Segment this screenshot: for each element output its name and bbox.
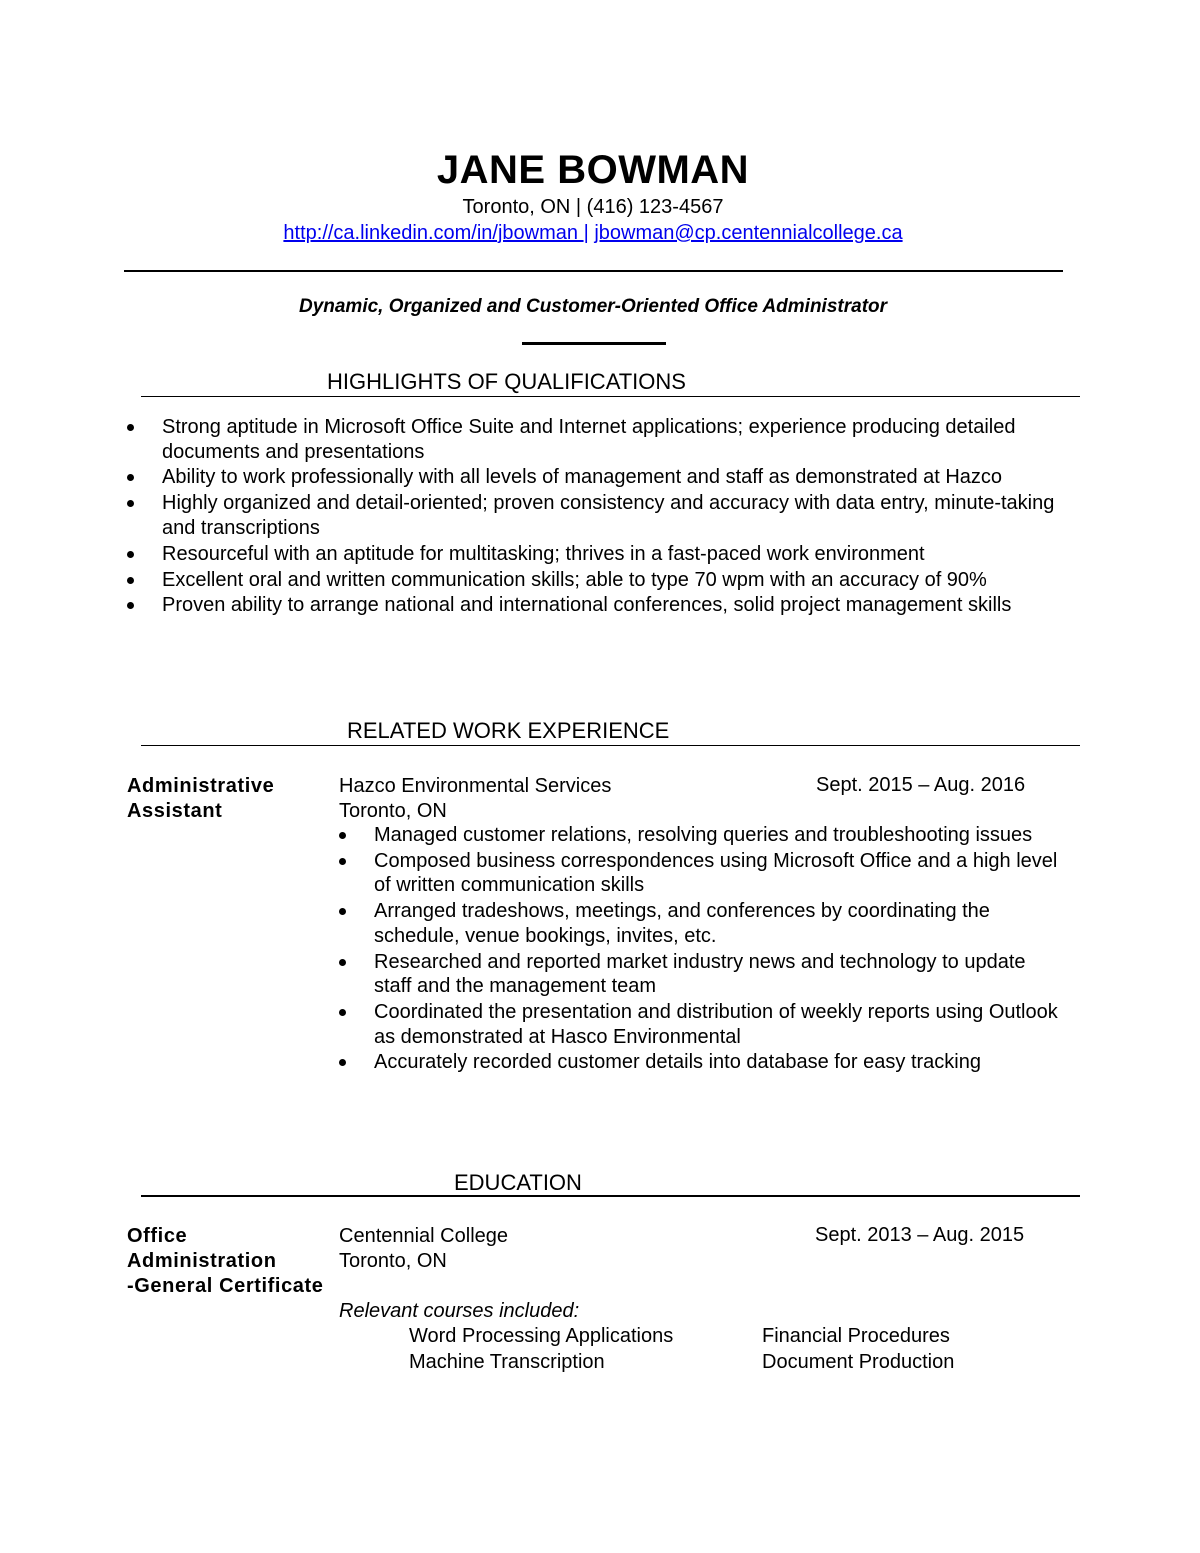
list-item: Researched and reported market industry news and technology to update staff and the management team [374,950,1064,999]
bullet-icon [339,908,346,915]
contact-info: Toronto, ON | (416) 123-4567 [462,196,724,218]
list-item: Highly organized and detail-oriented; proven consistency and accuracy with data entry, minute-taking and transcriptions [162,491,1077,540]
contact-links [0,222,1186,245]
education-dates: Sept. 2013 – Aug. 2015 [815,1224,1025,1246]
bullet-icon [339,1009,346,1016]
job-dates: Sept. 2015 – Aug. 2016 [816,774,1026,796]
employer [339,774,611,823]
professional-tagline: Dynamic, Organized and Customer-Oriented Office Administrator [298,296,888,317]
bullet-icon [127,602,134,609]
list-item: Coordinated the presentation and distribution of weekly reports using Outlook as demonstrated at Hasco Environmental [374,1000,1064,1049]
bullet-icon [127,577,134,584]
course-item: Machine Transcription [409,1351,605,1373]
experience-list [374,823,1064,1076]
job-title: Administrative Assistant [127,775,275,822]
bullet-icon [127,551,134,558]
program-name: Office Administration -General Certificate [127,1225,324,1297]
bullet-icon [339,1059,346,1066]
section-title-experience: RELATED WORK EXPERIENCE [347,718,670,743]
bullet-icon [339,832,346,839]
highlights-list [162,415,1077,619]
linkedin-link[interactable]: http://ca.linkedin.com/in/jbowman [283,222,584,244]
bullet-icon [339,959,346,966]
list-item: Managed customer relations, resolving queries and troubleshooting issues [374,823,1064,848]
school-location: Toronto, ON [339,1249,447,1272]
school-name: Centennial College [339,1225,509,1247]
link-separator: | [583,222,589,244]
section-divider-highlights [141,396,1080,397]
bullet-icon [339,858,346,865]
section-divider-education [141,1195,1080,1197]
list-item: Ability to work professionally with all levels of management and staff as demonstrated at Hazco [162,465,1077,490]
bullet-icon [127,500,134,507]
course-item: Word Processing Applications [409,1325,674,1347]
course-item: Document Production [762,1351,955,1373]
tagline-divider [522,342,666,345]
list-item: Strong aptitude in Microsoft Office Suite and Internet applications; experience producing detailed documents and presentations [162,415,1077,464]
employer-name: Hazco Environmental Services [339,775,612,797]
list-item: Resourceful with an aptitude for multitasking; thrives in a fast-paced work environment [162,542,1077,567]
list-item: Arranged tradeshows, meetings, and conferences by coordinating the schedule, venue bookings, invites, etc. [374,899,1064,948]
list-item: Excellent oral and written communication skills; able to type 70 wpm with an accuracy of 90% [162,568,1077,593]
section-title-highlights: HIGHLIGHTS OF QUALIFICATIONS [327,369,686,394]
list-item: Composed business correspondences using Microsoft Office and a high level of written communication skills [374,849,1064,898]
bullet-icon [127,474,134,481]
school [339,1224,508,1273]
header-divider [124,270,1063,272]
list-item: Accurately recorded customer details into database for easy tracking [374,1050,1064,1075]
course-item: Financial Procedures [762,1325,950,1347]
bullet-icon [127,424,134,431]
courses-label: Relevant courses included: [339,1300,580,1322]
employer-location: Toronto, ON [339,799,447,822]
list-item: Proven ability to arrange national and international conferences, solid project management skills [162,593,1077,618]
candidate-name: JANE BOWMAN [436,148,750,192]
email-link[interactable]: jbowman@cp.centennialcollege.ca [594,222,903,244]
section-divider-experience [141,745,1080,746]
section-title-education: EDUCATION [454,1170,582,1195]
